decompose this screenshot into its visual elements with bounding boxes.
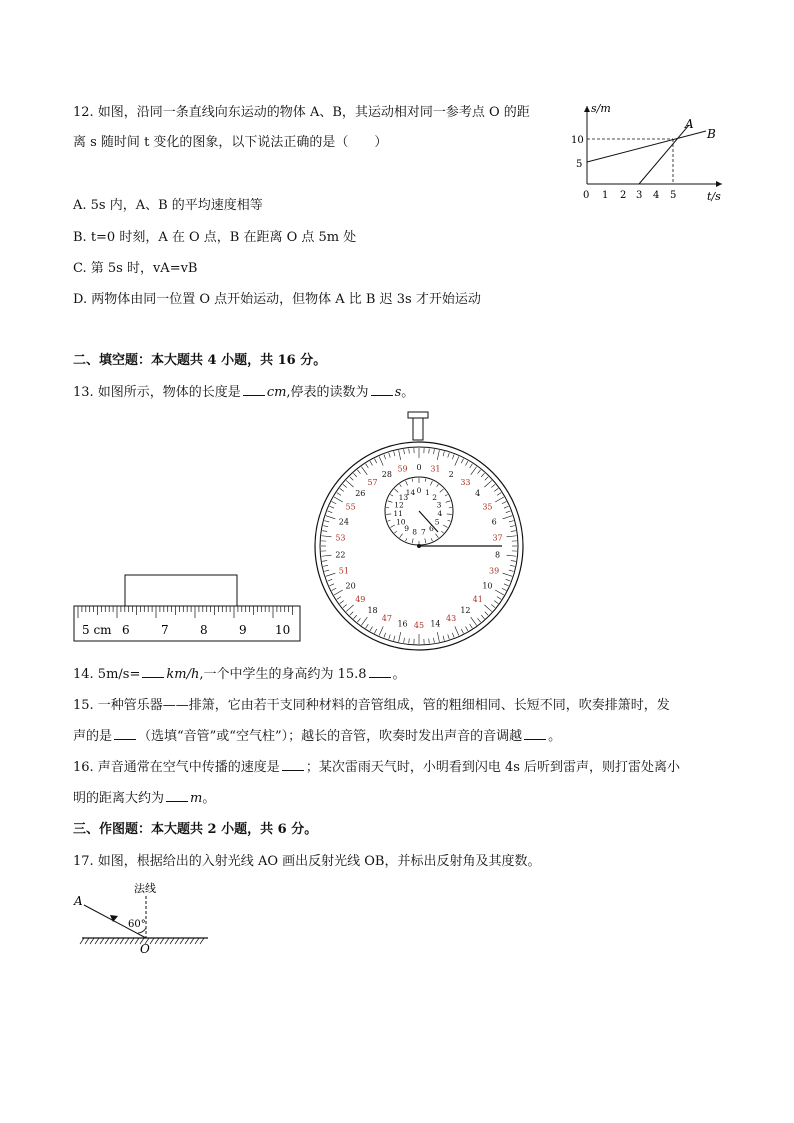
- ruler-ticks: [78, 606, 293, 618]
- q15-line2-b: （选填“音管”或“空气柱”）；越长的音管，吹奏时发出声音的音调越: [138, 729, 523, 744]
- q16-line1: [73, 758, 680, 778]
- hatch-line: [200, 938, 204, 944]
- hatch-line: [185, 938, 189, 944]
- subdial-label: 7: [420, 527, 426, 537]
- hatch-line: [175, 938, 179, 944]
- x-axis-label: t/s: [707, 190, 721, 203]
- q14-text: [73, 665, 406, 685]
- dial-label-red: 59: [397, 464, 408, 474]
- dial-label-red: 49: [355, 594, 366, 604]
- st-graph: [560, 98, 730, 208]
- dial-label: 26: [355, 489, 366, 499]
- q13-unit-b: s: [394, 385, 402, 400]
- reflection-figure: [70, 878, 215, 958]
- q16-text-a: 16. 声音通常在空气中传播的速度是: [73, 760, 280, 775]
- q17-text: 17. 如图，根据给出的入射光线 AO 画出反射光线 OB，并标出反射角及其度数。: [73, 854, 541, 869]
- subdial-label: 10: [396, 517, 406, 527]
- hatch-line: [90, 938, 94, 944]
- hatch-line: [170, 938, 174, 944]
- line-b: [587, 131, 706, 162]
- dial-label-red: 45: [413, 621, 425, 630]
- q15-line2-end: 。: [548, 729, 562, 744]
- q14-text-end: 。: [392, 667, 406, 682]
- y-axis-label: s/m: [591, 102, 611, 115]
- dial-label-red: 53: [335, 533, 346, 543]
- angle-label: 60°: [128, 919, 146, 930]
- hatch-line: [95, 938, 99, 944]
- hatch-line: [120, 938, 124, 944]
- answer-blank: [243, 383, 265, 396]
- dial-label: 4: [475, 489, 481, 499]
- subdial-label: 11: [393, 509, 403, 519]
- y-tick: 10: [571, 135, 584, 146]
- ruler-label: 7: [161, 623, 169, 637]
- dial-label: 20: [345, 581, 356, 591]
- dial-label-red: 35: [482, 502, 493, 512]
- q12-line2: 离 s 随时间 t 变化的图象，以下说法正确的是（ ）: [73, 135, 388, 150]
- hatch-line: [105, 938, 109, 944]
- hatch-line: [115, 938, 119, 944]
- dial-label: 10: [482, 581, 493, 591]
- q13-text-b: ,停表的读数为: [286, 385, 369, 400]
- hatch-line: [110, 938, 114, 944]
- point-a-label: A: [74, 894, 83, 908]
- answer-blank: [166, 789, 188, 802]
- stopwatch-button: [408, 412, 428, 418]
- subdial-label: 6: [428, 523, 434, 533]
- dial-label: 12: [460, 605, 471, 615]
- q16-text-b: ；某次雷雨天气时，小明看到闪电 4s 后听到雷声，则打雷处离小: [305, 760, 681, 775]
- q15-line2-a: 声的是: [73, 729, 113, 744]
- line-a: [639, 125, 689, 184]
- dial-label-red: 33: [460, 478, 471, 488]
- answer-blank: [114, 727, 136, 740]
- ruler-label: 8: [200, 623, 208, 637]
- dial-label: 22: [335, 550, 346, 560]
- x-tick: 0: [583, 190, 590, 201]
- line-a-label: A: [685, 117, 694, 131]
- measured-block: [125, 575, 237, 606]
- q14-text-a: 14. 5m/s=: [73, 667, 141, 682]
- q13-text-a: 13. 如图所示，物体的长度是: [73, 385, 241, 400]
- x-tick: 2: [620, 190, 627, 201]
- x-tick: 3: [636, 190, 643, 201]
- subdial-label: 1: [425, 487, 430, 497]
- subdial-label: 3: [436, 500, 442, 510]
- subdial-label: 9: [404, 523, 410, 533]
- x-tick: 4: [653, 190, 660, 201]
- dial-label: 2: [448, 469, 454, 479]
- answer-blank: [282, 758, 304, 771]
- dial-label-red: 41: [472, 594, 483, 604]
- dial-label-red: 51: [338, 566, 349, 576]
- hatch-line: [190, 938, 194, 944]
- center-pin: [417, 544, 421, 548]
- stopwatch-stem: [413, 418, 423, 440]
- normal-label: 法线: [134, 882, 156, 895]
- hatch-line: [130, 938, 134, 944]
- line-b-label: B: [707, 127, 716, 141]
- hatch-line: [180, 938, 184, 944]
- subdial-label: 0: [416, 486, 422, 495]
- point-o-label: O: [140, 942, 150, 956]
- subdial-label: 5: [434, 517, 440, 527]
- dial-label-red: 47: [381, 614, 392, 624]
- hatch-line: [155, 938, 159, 944]
- dial-label-red: 55: [345, 502, 356, 512]
- subdial-label: 4: [437, 509, 443, 519]
- dial-label-red: 37: [492, 533, 503, 543]
- dial-label: 8: [495, 550, 501, 560]
- q16-unit: m: [190, 791, 203, 806]
- dial-label: 6: [491, 517, 497, 527]
- q12-line1: 12. 如图，沿同一条直线向东运动的物体 A、B，其运动相对同一参考点 O 的距: [73, 105, 530, 120]
- q16-line2-end: 。: [202, 791, 216, 806]
- subdial-label: 12: [394, 500, 404, 510]
- q12-option-c: C. 第 5s 时，vA=vB: [73, 261, 198, 276]
- x-tick: 1: [602, 190, 609, 201]
- hatch-line: [195, 938, 199, 944]
- q13-text-end: 。: [401, 385, 415, 400]
- dial-label-red: 57: [367, 478, 378, 488]
- section3-heading: 三、作图题：本大题共 2 小题，共 6 分。: [73, 822, 318, 837]
- subdial-label: 13: [398, 492, 409, 502]
- q16-line2-a: 明的距离大约为: [73, 791, 165, 806]
- subdial-label: 8: [412, 527, 418, 537]
- x-tick: 5: [670, 190, 677, 201]
- hatch-line: [125, 938, 129, 944]
- answer-blank: [524, 727, 546, 740]
- hatch-line: [100, 938, 104, 944]
- stopwatch-figure: [312, 408, 528, 658]
- hatch-line: [80, 938, 84, 944]
- hatch-line: [135, 938, 139, 944]
- ruler-label: 10: [275, 623, 291, 637]
- answer-blank: [369, 665, 391, 678]
- dial-label: 24: [338, 517, 349, 527]
- q14-text-b: ,一个中学生的身高约为 15.8: [199, 667, 367, 682]
- ruler-label: 9: [239, 623, 247, 637]
- answer-blank: [371, 383, 393, 396]
- q13-unit-a: cm: [266, 385, 287, 400]
- y-tick: 5: [576, 159, 583, 170]
- dial-label-red: 39: [489, 566, 500, 576]
- hatch-line: [160, 938, 164, 944]
- ruler-label: 5 cm: [82, 623, 112, 637]
- ruler-label: 6: [122, 623, 130, 637]
- q12-option-d: D. 两物体由同一位置 O 点开始运动，但物体 A 比 B 迟 3s 才开始运动: [73, 292, 481, 307]
- q12-option-b: B. t=0 时刻，A 在 O 点，B 在距离 O 点 5m 处: [73, 230, 357, 245]
- ruler-figure: [70, 570, 305, 645]
- subdial-label: 2: [432, 492, 437, 502]
- dial-label: 18: [367, 605, 378, 615]
- q16-line2: [73, 789, 215, 809]
- q12-option-a: A. 5s 内，A、B 的平均速度相等: [73, 198, 263, 213]
- hatch-line: [85, 938, 89, 944]
- dial-label-red: 43: [446, 614, 457, 624]
- dial-label: 0: [416, 463, 422, 472]
- q14-unit-a: km/h: [166, 667, 200, 682]
- q15-line1: 15. 一种管乐器——排箫，它由若干支同种材料的音管组成，管的粗细相同、长短不同，吹奏排箫时，发: [73, 698, 670, 713]
- section2-heading: 二、填空题：本大题共 4 小题，共 16 分。: [73, 353, 327, 368]
- q15-line2: [73, 727, 561, 747]
- q13-text: [73, 383, 414, 403]
- dial-label: 14: [430, 619, 441, 629]
- dial-label: 28: [381, 469, 392, 479]
- answer-blank: [142, 665, 164, 678]
- dial-label: 16: [397, 619, 408, 629]
- dial-label-red: 31: [430, 464, 441, 474]
- hatch-line: [150, 938, 154, 944]
- subdial-label: 14: [405, 487, 416, 497]
- hatch-line: [165, 938, 169, 944]
